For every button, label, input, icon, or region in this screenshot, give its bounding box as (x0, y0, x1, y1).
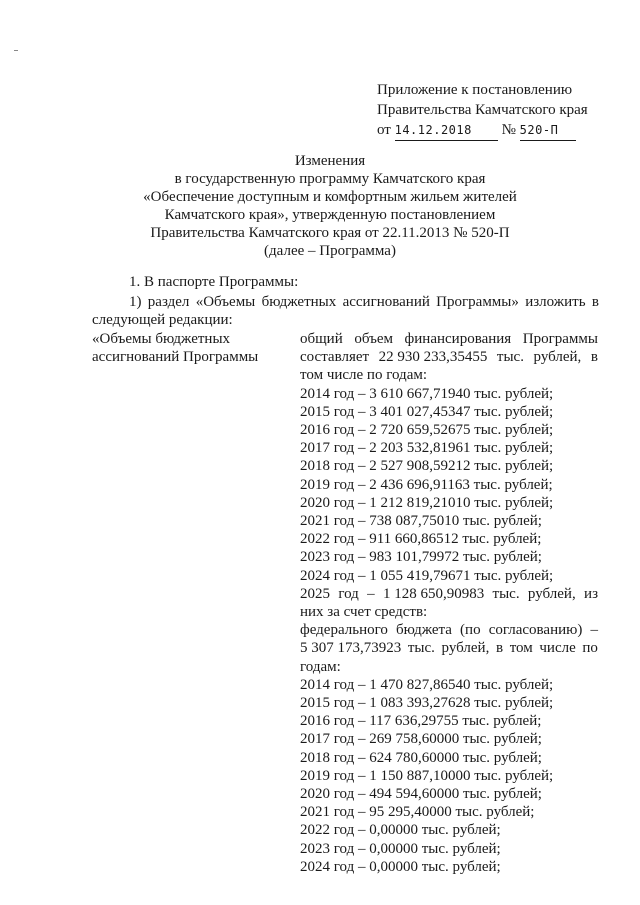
date-prefix: от (377, 122, 391, 138)
word: тыс. (492, 585, 520, 602)
document-heading (100, 152, 560, 260)
word: – (590, 622, 598, 639)
total-year-row: 2017 год – 2 203 532,81961 тыс. рублей; (300, 440, 554, 457)
section-content (300, 330, 598, 876)
word: рублей, (441, 640, 490, 657)
word: в (495, 640, 504, 657)
word: из (584, 585, 598, 602)
word: 2025 (300, 585, 330, 602)
federal-year-row: 2016 год – 117 636,29755 тыс. рублей; (300, 713, 542, 730)
federal-year-row: 2022 год – 0,00000 тыс. рублей; (300, 822, 501, 839)
appendix-line-1: Приложение к постановлению (377, 82, 573, 98)
heading-line: Правительства Камчатского края от 22.11.2013 № 520-П (150, 225, 510, 241)
total-year-row: 2020 год – 1 212 819,21010 тыс. рублей; (300, 494, 554, 511)
word: Программы (522, 331, 598, 347)
federal-year-row: 2021 год – 95 295,40000 тыс. рублей; (300, 804, 535, 821)
word: – (367, 585, 375, 602)
word: рублей, (533, 349, 582, 366)
heading-line: (далее – Программа) (264, 243, 396, 259)
word: тыс. (407, 640, 435, 657)
total-year-row (300, 585, 598, 603)
federal-line (300, 621, 598, 639)
resolution-number: 520-П (520, 120, 577, 141)
word: изложить (525, 294, 586, 310)
federal-year-row: 2018 год – 624 780,60000 тыс. рублей; (300, 749, 542, 766)
word: в (590, 349, 598, 366)
total-year-row: 2021 год – 738 087,75010 тыс. рублей; (300, 513, 542, 530)
label-line: «Объемы бюджетных (92, 331, 231, 347)
number-sign: № (501, 122, 516, 138)
intro-line (300, 330, 598, 348)
total-year-row: 2015 год – 3 401 027,45347 тыс. рублей; (300, 403, 554, 420)
appendix-date-line (377, 120, 588, 141)
word: (по (460, 622, 481, 639)
item-1-1-line (129, 293, 599, 311)
word: числе (539, 640, 576, 657)
label-line: ассигнований Программы (92, 349, 259, 365)
word: ассигнований (342, 294, 430, 310)
federal-year-row: 2019 год – 1 150 887,10000 тыс. рублей; (300, 767, 554, 784)
item-1-1-continuation: следующей редакции: (92, 312, 233, 328)
total-year-row: 2023 год – 983 101,79972 тыс. рублей; (300, 549, 542, 566)
federal-year-row: 2023 год – 0,00000 тыс. рублей; (300, 840, 501, 857)
heading-line: Камчатского края», утвержденную постановлением (164, 207, 496, 223)
word: бюджетных (261, 294, 337, 310)
word: 1 128 650,90983 (382, 585, 485, 602)
federal-line (300, 639, 598, 657)
total-year-row: 2024 год – 1 055 419,79671 тыс. рублей; (300, 567, 554, 584)
intro-line (300, 348, 598, 366)
word: в (591, 294, 599, 310)
word: 22 930 233,35455 (378, 349, 488, 366)
intro-line: том числе по годам: (300, 367, 428, 384)
total-year-row: 2019 год – 2 436 696,91163 тыс. рублей; (300, 476, 553, 493)
federal-line: годам: (300, 658, 341, 675)
heading-line: Изменения (294, 153, 366, 169)
federal-year-row: 2024 год – 0,00000 тыс. рублей; (300, 858, 501, 875)
word: раздел (147, 294, 190, 310)
appendix-line-2: Правительства Камчатского края (377, 102, 588, 118)
federal-year-row: 2015 год – 1 083 393,27628 тыс. рублей; (300, 695, 554, 712)
total-year-row: 2016 год – 2 720 659,52675 тыс. рублей; (300, 422, 554, 439)
word: тыс. (496, 349, 524, 366)
word: Программы» (436, 294, 519, 310)
word: финансирования (404, 331, 512, 347)
resolution-date: 14.12.2018 (395, 120, 498, 141)
word: объем (354, 331, 393, 347)
word: по (582, 640, 598, 657)
word: общий (300, 331, 343, 347)
federal-year-row: 2020 год – 494 594,60000 тыс. рублей; (300, 786, 542, 803)
scan-mark (14, 50, 18, 51)
heading-line: в государственную программу Камчатского края (174, 171, 486, 187)
federal-year-row: 2014 год – 1 470 827,86540 тыс. рублей; (300, 676, 554, 693)
total-year-row: 2018 год – 2 527 908,59212 тыс. рублей; (300, 458, 554, 475)
section-label (92, 330, 258, 366)
word: том (509, 640, 533, 657)
word: рублей, (527, 585, 576, 602)
word: «Объемы (195, 294, 256, 310)
total-year-row: 2022 год – 911 660,86512 тыс. рублей; (300, 531, 542, 548)
word: составляет (300, 349, 370, 366)
word: федерального (300, 622, 388, 639)
item-1-1 (129, 293, 599, 311)
word: бюджета (396, 622, 452, 639)
sources-line: них за счет средств: (300, 604, 428, 621)
word: год (338, 585, 359, 602)
total-year-row: 2014 год – 3 610 667,71940 тыс. рублей; (300, 385, 554, 402)
item-1: 1. В паспорте Программы: (129, 274, 299, 290)
word: 5 307 173,73923 (300, 640, 402, 657)
federal-year-row: 2017 год – 269 758,60000 тыс. рублей; (300, 731, 542, 748)
heading-line: «Обеспечение доступным и комфортным жильем жителей (143, 189, 517, 205)
word: 1) (129, 294, 142, 310)
appendix-header (377, 80, 588, 141)
word: согласованию) (488, 622, 583, 639)
